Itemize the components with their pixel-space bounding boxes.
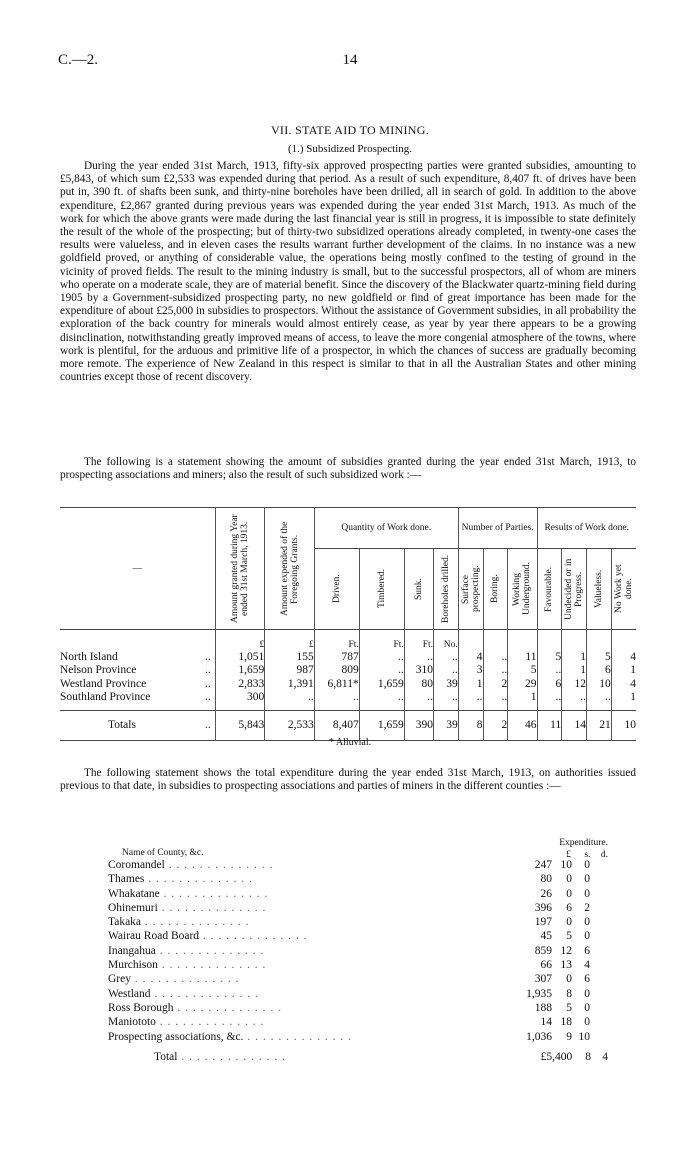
- row-header-dash: —: [132, 563, 143, 574]
- list-item: [108, 915, 608, 929]
- pounds-label: £: [566, 850, 571, 860]
- cell-expended: 155: [265, 650, 315, 664]
- amount-l: 45: [540, 930, 552, 943]
- cell-surface: 8: [458, 710, 483, 740]
- county-cell: [108, 1001, 508, 1015]
- cell-valueless: 5: [587, 650, 612, 664]
- subsidy-table: [60, 507, 636, 741]
- row-leader: ..: [205, 677, 211, 690]
- county-name: Grey: [108, 973, 131, 986]
- amount-s: 18: [560, 1016, 572, 1029]
- group-quantity-header: Quantity of Work done.: [314, 508, 458, 549]
- list-item: [108, 958, 608, 972]
- cell-boring: ..: [483, 650, 508, 664]
- amount-s: 8: [566, 987, 572, 1000]
- row-label: [60, 691, 215, 705]
- cell-valueless: 10: [587, 677, 612, 691]
- amount-d: 0: [584, 873, 590, 886]
- dot-leader: . . . . . . . . . . . . . .: [155, 944, 265, 957]
- amount-d: 0: [584, 1001, 590, 1014]
- amount-l: 14: [540, 1016, 552, 1029]
- col-underground: Working Underground.: [512, 562, 533, 616]
- county-name: Inangahua: [108, 944, 156, 957]
- table-row: [60, 677, 636, 691]
- cell-driven: ..: [314, 691, 359, 705]
- county-cell: [108, 1050, 531, 1064]
- county-cell: [108, 958, 508, 972]
- cell-boreholes: ..: [434, 691, 459, 705]
- county-cell: [108, 987, 508, 1001]
- amount-l: 247: [534, 859, 552, 871]
- amount-s: 0: [566, 916, 572, 929]
- row-name: Southland Province: [60, 691, 151, 704]
- dot-leader: . . . . . . . . . . . . . .: [131, 973, 240, 986]
- col-amount-expended: Amount expended of the Foregoing Grants.: [279, 521, 300, 616]
- cell-granted: 5,843: [215, 710, 265, 740]
- cell-favourable: ..: [537, 664, 562, 678]
- amount-d: 0: [584, 859, 590, 871]
- cell-underground: 5: [508, 664, 537, 678]
- county-cell: [108, 929, 508, 943]
- paragraph-prospecting-summary: [60, 160, 636, 384]
- list-item: [108, 987, 608, 1001]
- cell-valueless: 21: [587, 710, 612, 740]
- cell-granted: 300: [215, 691, 265, 705]
- dot-leader: . . . . . . . . . . . . . .: [144, 873, 253, 886]
- pence-label: d.: [600, 850, 608, 860]
- cell-granted: 2,833: [215, 677, 265, 691]
- amount-d: 0: [584, 930, 590, 943]
- col-sunk: Sunk.: [413, 578, 424, 600]
- dot-leader: . . . . . . . . . . . . . .: [177, 1050, 286, 1063]
- cell-surface: ..: [458, 691, 483, 705]
- unit-timbered: Ft.: [359, 630, 404, 651]
- section-title: VII. STATE AID TO MINING.: [270, 123, 430, 137]
- amount-l: 66: [540, 959, 552, 972]
- amount-s: 8: [585, 1050, 592, 1063]
- cell-underground: 1: [508, 691, 537, 705]
- list-item: [108, 972, 608, 986]
- row-label: [60, 650, 215, 664]
- cell-sunk: ..: [404, 650, 433, 664]
- cell-granted: 1,659: [215, 664, 265, 678]
- county-name: Total: [154, 1050, 178, 1063]
- cell-sunk: 390: [404, 710, 433, 740]
- cell-undecided: 1: [562, 664, 587, 678]
- cell-timbered: 1,659: [359, 710, 404, 740]
- cell-expended: 2,533: [265, 710, 315, 740]
- cell-boring: ..: [483, 664, 508, 678]
- dot-leader: . . . . . . . . . . . . . .: [173, 1001, 282, 1014]
- list-item: [108, 858, 608, 872]
- paragraph-text: During the year ended 31st March, 1913, fifty-six approved prospecting parties were granted subsidies, amounting to £5,843, of which sum £2,533 was expended during that period. As a result of such expenditure, 8,407 ft. of drives have been put in, 390 ft. of shafts been sunk, and thirty-nine boreholes have been drilled, all in search of gold. In addition to the above expenditure, £2,867 granted during previous years was expended during the year ended 31st March, 1913. As much of the work for which the above grants were made during the last financial year is still in progress, it is impossible to state definitely the result of the whole of the prospecting; but of thirty-two subsidized operations already completed, in twenty-one cases the results were valueless, and in eleven cases the results warrant further development of the claims. In no instance was a new goldfield proved, or anything of considerable value, the operations being mostly confined to the testing of ground in the vicinity of proved fields. The result to the mining industry is small, but to the successful prospectors, all of whom are miners who operate on a moderate scale, they are of material benefit. Since the discovery of the Blackwater quartz-mining field during 1905 by a Government-subsidized prospecting party, no new goldfield or find of great importance has been made for the expenditure of about £25,000 in subsidies to prospectors. Without the assistance of Government subsidies, in all probability the exploration of the back country for minerals would almost entirely cease, as year by year there appears to be a growing disinclination, notwithstanding greatly improved means of access, to leave the more congenial atmosphere of the towns, where work is plentiful, for the arduous and primitive life of a prospector, in which the chances of success are gradually becoming more remote. The experience of New Zealand in this respect is similar to that in all the Australian States and other mining countries except those of recent discovery.: [60, 160, 636, 384]
- cell-sunk: 310: [404, 664, 433, 678]
- list-item: [108, 944, 608, 958]
- county-name: Wairau Road Board: [108, 930, 200, 943]
- cell-boreholes: ..: [434, 664, 459, 678]
- row-name: Totals: [108, 719, 136, 731]
- amount-s: 5: [566, 930, 572, 943]
- list-item: [108, 1030, 608, 1044]
- amount-l: 859: [534, 944, 552, 957]
- amount-l: 80: [540, 873, 552, 886]
- county-cell: [108, 1030, 508, 1044]
- cell-sunk: 80: [404, 677, 433, 691]
- dot-leader: . . . . . . . . . . . . . .: [164, 859, 274, 871]
- col-driven: Driven.: [331, 574, 342, 604]
- unit-driven: Ft.: [314, 630, 359, 651]
- row-name: North Island: [60, 650, 118, 663]
- county-cell: [108, 972, 508, 986]
- county-name: Thames: [108, 873, 145, 886]
- amount-d: 0: [584, 887, 590, 900]
- cell-underground: 29: [508, 677, 537, 691]
- col-no-work: No Work yet done.: [613, 564, 634, 614]
- dot-leader: . . . . . . . . . . . . . .: [243, 1030, 352, 1043]
- col-timbered: Timbered.: [376, 569, 387, 609]
- unit-boreholes: No.: [434, 630, 459, 651]
- paragraph-text: The following is a statement showing the amount of subsidies granted during the year ended 31st March, 1913, to prospecting associations and miners; also the result of such subsidized work :—: [60, 456, 636, 482]
- list-item: [108, 901, 608, 915]
- amount-d: 6: [584, 973, 590, 986]
- cell-valueless: ..: [587, 691, 612, 705]
- amount-s: 9: [566, 1030, 572, 1043]
- expenditure-total-row: [108, 1050, 608, 1064]
- table-row: [60, 691, 636, 705]
- county-cell: [108, 1015, 508, 1029]
- cell-expended: ..: [265, 691, 315, 705]
- cell-driven: 787: [314, 650, 359, 664]
- county-name: Murchison: [108, 959, 158, 972]
- amount-d: 4: [584, 959, 590, 972]
- cell-undecided: ..: [562, 691, 587, 705]
- cell-undecided: 12: [562, 677, 587, 691]
- cell-undecided: 1: [562, 650, 587, 664]
- unit-sunk: Ft.: [404, 630, 433, 651]
- amount-s: 0: [566, 973, 572, 986]
- list-item: [108, 887, 608, 901]
- row-label: [60, 677, 215, 691]
- cell-surface: 3: [458, 664, 483, 678]
- expenditure-table: [108, 830, 608, 1064]
- county-cell: [108, 858, 508, 872]
- row-label: [60, 710, 215, 740]
- row-leader: ..: [205, 664, 211, 677]
- county-name: Westland: [108, 987, 151, 1000]
- col-boring: Boring.: [490, 574, 501, 604]
- cell-nowork: 4: [611, 677, 636, 691]
- col-surface: Surface prospecting.: [460, 565, 481, 613]
- amount-l: 396: [534, 901, 552, 914]
- cell-nowork: 1: [611, 664, 636, 678]
- cell-favourable: 5: [537, 650, 562, 664]
- amount-d: 0: [584, 1016, 590, 1029]
- row-label: [60, 664, 215, 678]
- county-name: Coromandel: [108, 859, 165, 871]
- cell-driven: 6,811*: [314, 677, 359, 691]
- dot-leader: . . . . . . . . . . . . . .: [159, 887, 269, 900]
- unit-granted: £: [215, 630, 265, 651]
- row-leader: ..: [205, 691, 211, 704]
- county-name: Prospecting associations, &c.: [108, 1030, 244, 1043]
- col-favourable: Favourable.: [544, 566, 555, 612]
- cell-valueless: 6: [587, 664, 612, 678]
- subsection-title: (1.) Subsidized Prospecting.: [287, 143, 413, 155]
- amount-d: 0: [584, 916, 590, 929]
- county-cell: [108, 887, 508, 901]
- cell-timbered: ..: [359, 691, 404, 705]
- amount-s: 10: [560, 859, 572, 871]
- cell-boreholes: 39: [434, 677, 459, 691]
- col-undecided: Undecided or in Progress.: [564, 558, 585, 620]
- county-column-header: Name of County, &c.: [122, 848, 204, 858]
- amount-l: 197: [534, 916, 552, 929]
- county-name: Maniototo: [108, 1016, 156, 1029]
- cell-undecided: 14: [562, 710, 587, 740]
- list-item: [108, 1001, 608, 1015]
- totals-row: [60, 710, 636, 740]
- expenditure-column-header: Expenditure.: [559, 838, 608, 848]
- col-boreholes: Boreholes drilled.: [440, 554, 451, 624]
- cell-surface: 4: [458, 650, 483, 664]
- amount-d: 10: [578, 1030, 590, 1043]
- currency-units-header: [528, 850, 608, 860]
- row-name: Westland Province: [60, 677, 147, 690]
- list-item: [108, 929, 608, 943]
- amount-d: 6: [584, 944, 590, 957]
- county-name: Ohinemuri: [108, 901, 158, 914]
- table-row: [60, 664, 636, 678]
- cell-granted: 1,051: [215, 650, 265, 664]
- cell-boring: 2: [483, 710, 508, 740]
- list-item: [108, 872, 608, 886]
- cell-boreholes: 39: [434, 710, 459, 740]
- amount-l: £5,400: [540, 1050, 573, 1063]
- group-results-header: Results of Work done.: [537, 508, 636, 549]
- cell-underground: 11: [508, 650, 537, 664]
- dot-leader: . . . . . . . . . . . . . .: [157, 959, 267, 972]
- cell-nowork: 10: [611, 710, 636, 740]
- shillings-label: s.: [584, 850, 591, 860]
- paragraph-text: The following statement shows the total expenditure during the year ended 31st March, 1913, on authorities issued previous to that date, in subsidies to prospecting associations and parties of miners in the different counties :—: [60, 767, 636, 793]
- amount-s: 6: [566, 901, 572, 914]
- amount-s: 5: [566, 1001, 572, 1014]
- amount-d: 4: [602, 1050, 608, 1063]
- amount-l: 26: [540, 887, 552, 900]
- cell-underground: 46: [508, 710, 537, 740]
- dot-leader: . . . . . . . . . . . . . .: [199, 930, 308, 943]
- cell-driven: 809: [314, 664, 359, 678]
- county-name: Ross Borough: [108, 1001, 174, 1014]
- col-valueless: Valueless.: [593, 569, 604, 609]
- dot-leader: . . . . . . . . . . . . . .: [157, 901, 267, 914]
- cell-expended: 987: [265, 664, 315, 678]
- cell-surface: 1: [458, 677, 483, 691]
- row-leader: ..: [205, 719, 211, 731]
- report-code: C.—2.: [58, 52, 99, 68]
- table-row: [60, 650, 636, 664]
- table-footnote: * Alluvial.: [328, 737, 372, 748]
- cell-favourable: 11: [537, 710, 562, 740]
- cell-nowork: 4: [611, 650, 636, 664]
- dot-leader: . . . . . . . . . . . . . .: [141, 916, 250, 929]
- amount-l: 1,036: [526, 1030, 552, 1043]
- amount-s: 0: [566, 887, 572, 900]
- county-cell: [108, 944, 508, 958]
- row-name: Nelson Province: [60, 664, 137, 677]
- county-cell: [108, 901, 508, 915]
- cell-boring: ..: [483, 691, 508, 705]
- amount-d: 2: [584, 901, 590, 914]
- cell-favourable: 6: [537, 677, 562, 691]
- county-cell: [108, 915, 508, 929]
- unit-expended: £: [265, 630, 315, 651]
- cell-nowork: 1: [611, 691, 636, 705]
- list-item: [108, 1015, 608, 1029]
- county-cell: [108, 872, 508, 886]
- cell-favourable: ..: [537, 691, 562, 705]
- cell-driven: 8,407: [314, 710, 359, 740]
- cell-timbered: ..: [359, 650, 404, 664]
- amount-s: 0: [566, 873, 572, 886]
- cell-timbered: 1,659: [359, 677, 404, 691]
- dot-leader: . . . . . . . . . . . . . .: [150, 987, 260, 1000]
- amount-s: 12: [560, 944, 572, 957]
- cell-expended: 1,391: [265, 677, 315, 691]
- row-leader: ..: [205, 650, 211, 663]
- page-number: 14: [342, 52, 358, 68]
- group-parties-header: Number of Parties.: [458, 508, 537, 549]
- cell-boring: 2: [483, 677, 508, 691]
- amount-s: 13: [560, 959, 572, 972]
- cell-boreholes: ..: [434, 650, 459, 664]
- county-name: Takaka: [108, 916, 142, 929]
- amount-l: 307: [534, 973, 552, 986]
- cell-timbered: ..: [359, 664, 404, 678]
- paragraph-expenditure-intro: [60, 767, 636, 793]
- cell-sunk: ..: [404, 691, 433, 705]
- dot-leader: . . . . . . . . . . . . . .: [155, 1016, 265, 1029]
- amount-l: 188: [534, 1001, 552, 1014]
- county-name: Whakatane: [108, 887, 160, 900]
- paragraph-table-intro: [60, 456, 636, 482]
- amount-d: 0: [584, 987, 590, 1000]
- col-amount-granted: Amount granted during Year ended 31st March, 1913.: [230, 514, 250, 623]
- amount-l: 1,935: [526, 987, 552, 1000]
